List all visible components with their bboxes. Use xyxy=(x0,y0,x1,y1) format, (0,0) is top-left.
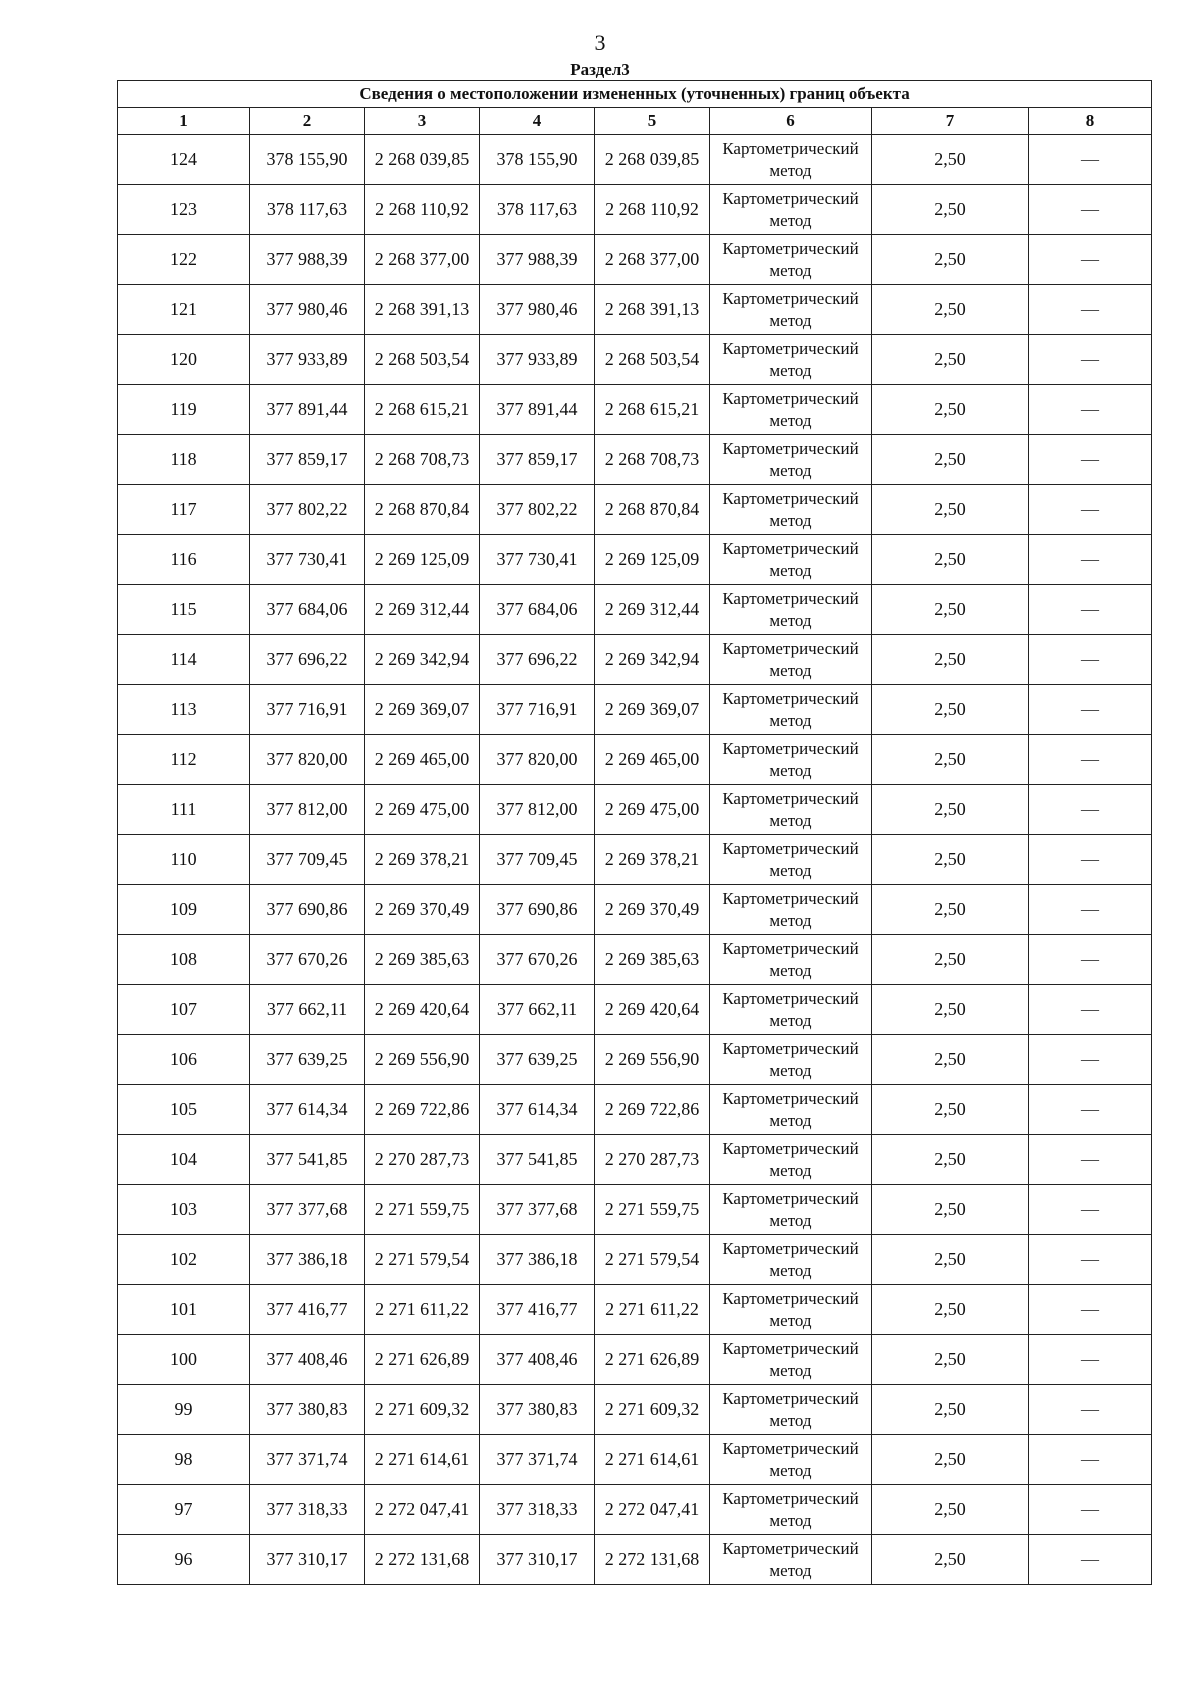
table-row xyxy=(118,1185,1152,1235)
note-cell: — xyxy=(1029,1135,1152,1185)
table-row xyxy=(118,1235,1152,1285)
point-number-cell: 121 xyxy=(118,285,250,335)
y-old-cell: 2 268 377,00 xyxy=(365,235,480,285)
x-new-cell: 377 416,77 xyxy=(480,1285,595,1335)
x-new-cell: 377 380,83 xyxy=(480,1385,595,1435)
point-number-cell: 122 xyxy=(118,235,250,285)
y-new-cell: 2 271 626,89 xyxy=(595,1335,710,1385)
point-number-cell: 97 xyxy=(118,1485,250,1535)
x-new-cell: 377 891,44 xyxy=(480,385,595,435)
y-old-cell: 2 268 503,54 xyxy=(365,335,480,385)
point-number-cell: 105 xyxy=(118,1085,250,1135)
table-row xyxy=(118,885,1152,935)
x-new-cell: 377 980,46 xyxy=(480,285,595,335)
table-row xyxy=(118,1385,1152,1435)
column-number-2: 2 xyxy=(250,108,365,135)
y-new-cell: 2 269 312,44 xyxy=(595,585,710,635)
accuracy-cell: 2,50 xyxy=(872,635,1029,685)
method-cell: Картометрический метод xyxy=(710,935,872,985)
point-number-cell: 118 xyxy=(118,435,250,485)
y-new-cell: 2 272 047,41 xyxy=(595,1485,710,1535)
method-cell: Картометрический метод xyxy=(710,685,872,735)
table-row xyxy=(118,835,1152,885)
note-cell: — xyxy=(1029,385,1152,435)
y-old-cell: 2 269 370,49 xyxy=(365,885,480,935)
y-new-cell: 2 268 039,85 xyxy=(595,135,710,185)
accuracy-cell: 2,50 xyxy=(872,835,1029,885)
x-new-cell: 377 859,17 xyxy=(480,435,595,485)
table-row xyxy=(118,285,1152,335)
method-cell: Картометрический метод xyxy=(710,1235,872,1285)
column-number-6: 6 xyxy=(710,108,872,135)
note-cell: — xyxy=(1029,1485,1152,1535)
y-new-cell: 2 271 579,54 xyxy=(595,1235,710,1285)
x-old-cell: 377 670,26 xyxy=(250,935,365,985)
note-cell: — xyxy=(1029,635,1152,685)
point-number-cell: 117 xyxy=(118,485,250,535)
point-number-cell: 98 xyxy=(118,1435,250,1485)
x-old-cell: 377 684,06 xyxy=(250,585,365,635)
accuracy-cell: 2,50 xyxy=(872,285,1029,335)
y-new-cell: 2 269 385,63 xyxy=(595,935,710,985)
note-cell: — xyxy=(1029,785,1152,835)
y-old-cell: 2 271 626,89 xyxy=(365,1335,480,1385)
table-row xyxy=(118,785,1152,835)
point-number-cell: 110 xyxy=(118,835,250,885)
table-row xyxy=(118,585,1152,635)
note-cell: — xyxy=(1029,535,1152,585)
method-cell: Картометрический метод xyxy=(710,385,872,435)
method-cell: Картометрический метод xyxy=(710,1035,872,1085)
y-new-cell: 2 269 378,21 xyxy=(595,835,710,885)
note-cell: — xyxy=(1029,435,1152,485)
y-old-cell: 2 268 039,85 xyxy=(365,135,480,185)
column-number-7: 7 xyxy=(872,108,1029,135)
point-number-cell: 106 xyxy=(118,1035,250,1085)
y-new-cell: 2 268 615,21 xyxy=(595,385,710,435)
column-number-4: 4 xyxy=(480,108,595,135)
accuracy-cell: 2,50 xyxy=(872,535,1029,585)
accuracy-cell: 2,50 xyxy=(872,1085,1029,1135)
y-old-cell: 2 269 556,90 xyxy=(365,1035,480,1085)
x-new-cell: 377 690,86 xyxy=(480,885,595,935)
note-cell: — xyxy=(1029,235,1152,285)
method-cell: Картометрический метод xyxy=(710,1135,872,1185)
x-new-cell: 378 117,63 xyxy=(480,185,595,235)
column-number-8: 8 xyxy=(1029,108,1152,135)
y-new-cell: 2 269 722,86 xyxy=(595,1085,710,1135)
table-row xyxy=(118,535,1152,585)
page-number: 3 xyxy=(594,30,606,55)
y-old-cell: 2 269 378,21 xyxy=(365,835,480,885)
y-new-cell: 2 269 556,90 xyxy=(595,1035,710,1085)
x-new-cell: 377 614,34 xyxy=(480,1085,595,1135)
x-new-cell: 377 310,17 xyxy=(480,1535,595,1585)
x-new-cell: 377 696,22 xyxy=(480,635,595,685)
note-cell: — xyxy=(1029,1285,1152,1335)
x-old-cell: 377 371,74 xyxy=(250,1435,365,1485)
table-row xyxy=(118,1485,1152,1535)
table-row xyxy=(118,1435,1152,1485)
y-new-cell: 2 268 110,92 xyxy=(595,185,710,235)
y-new-cell: 2 271 614,61 xyxy=(595,1435,710,1485)
note-cell: — xyxy=(1029,1385,1152,1435)
accuracy-cell: 2,50 xyxy=(872,1035,1029,1085)
x-new-cell: 377 684,06 xyxy=(480,585,595,635)
point-number-cell: 123 xyxy=(118,185,250,235)
table-row xyxy=(118,935,1152,985)
accuracy-cell: 2,50 xyxy=(872,1435,1029,1485)
x-new-cell: 377 670,26 xyxy=(480,935,595,985)
note-cell: — xyxy=(1029,1085,1152,1135)
x-old-cell: 377 980,46 xyxy=(250,285,365,335)
accuracy-cell: 2,50 xyxy=(872,1185,1029,1235)
accuracy-cell: 2,50 xyxy=(872,385,1029,435)
method-cell: Картометрический метод xyxy=(710,1085,872,1135)
accuracy-cell: 2,50 xyxy=(872,135,1029,185)
y-new-cell: 2 268 708,73 xyxy=(595,435,710,485)
x-new-cell: 378 155,90 xyxy=(480,135,595,185)
point-number-cell: 112 xyxy=(118,735,250,785)
y-old-cell: 2 269 312,44 xyxy=(365,585,480,635)
x-new-cell: 377 730,41 xyxy=(480,535,595,585)
x-old-cell: 377 380,83 xyxy=(250,1385,365,1435)
x-new-cell: 377 386,18 xyxy=(480,1235,595,1285)
accuracy-cell: 2,50 xyxy=(872,585,1029,635)
column-number-1: 1 xyxy=(118,108,250,135)
table-row xyxy=(118,1535,1152,1585)
x-old-cell: 377 891,44 xyxy=(250,385,365,435)
x-old-cell: 378 117,63 xyxy=(250,185,365,235)
y-old-cell: 2 269 420,64 xyxy=(365,985,480,1035)
point-number-cell: 108 xyxy=(118,935,250,985)
table-row xyxy=(118,735,1152,785)
x-old-cell: 377 416,77 xyxy=(250,1285,365,1335)
note-cell: — xyxy=(1029,485,1152,535)
boundary-coordinates-table xyxy=(117,80,1152,1585)
point-number-cell: 103 xyxy=(118,1185,250,1235)
x-new-cell: 377 541,85 xyxy=(480,1135,595,1185)
point-number-cell: 114 xyxy=(118,635,250,685)
y-new-cell: 2 269 420,64 xyxy=(595,985,710,1035)
x-old-cell: 378 155,90 xyxy=(250,135,365,185)
method-cell: Картометрический метод xyxy=(710,1485,872,1535)
point-number-cell: 120 xyxy=(118,335,250,385)
point-number-cell: 101 xyxy=(118,1285,250,1335)
method-cell: Картометрический метод xyxy=(710,585,872,635)
accuracy-cell: 2,50 xyxy=(872,1235,1029,1285)
x-old-cell: 377 690,86 xyxy=(250,885,365,935)
accuracy-cell: 2,50 xyxy=(872,485,1029,535)
table-row xyxy=(118,185,1152,235)
method-cell: Картометрический метод xyxy=(710,135,872,185)
note-cell: — xyxy=(1029,135,1152,185)
method-cell: Картометрический метод xyxy=(710,235,872,285)
table-row xyxy=(118,1035,1152,1085)
method-cell: Картометрический метод xyxy=(710,1435,872,1485)
accuracy-cell: 2,50 xyxy=(872,185,1029,235)
x-old-cell: 377 988,39 xyxy=(250,235,365,285)
table-row xyxy=(118,1135,1152,1185)
point-number-cell: 99 xyxy=(118,1385,250,1435)
method-cell: Картометрический метод xyxy=(710,785,872,835)
accuracy-cell: 2,50 xyxy=(872,1335,1029,1385)
y-new-cell: 2 271 611,22 xyxy=(595,1285,710,1335)
x-new-cell: 377 662,11 xyxy=(480,985,595,1035)
y-old-cell: 2 269 125,09 xyxy=(365,535,480,585)
x-old-cell: 377 696,22 xyxy=(250,635,365,685)
note-cell: — xyxy=(1029,1535,1152,1585)
note-cell: — xyxy=(1029,285,1152,335)
accuracy-cell: 2,50 xyxy=(872,1535,1029,1585)
table-row xyxy=(118,685,1152,735)
note-cell: — xyxy=(1029,735,1152,785)
method-cell: Картометрический метод xyxy=(710,335,872,385)
x-old-cell: 377 802,22 xyxy=(250,485,365,535)
y-new-cell: 2 269 369,07 xyxy=(595,685,710,735)
table-body xyxy=(118,135,1152,1585)
accuracy-cell: 2,50 xyxy=(872,1385,1029,1435)
accuracy-cell: 2,50 xyxy=(872,935,1029,985)
accuracy-cell: 2,50 xyxy=(872,685,1029,735)
y-old-cell: 2 269 475,00 xyxy=(365,785,480,835)
accuracy-cell: 2,50 xyxy=(872,335,1029,385)
note-cell: — xyxy=(1029,1335,1152,1385)
y-old-cell: 2 271 579,54 xyxy=(365,1235,480,1285)
x-new-cell: 377 933,89 xyxy=(480,335,595,385)
section-title: Раздел3 xyxy=(570,60,630,79)
table-row xyxy=(118,635,1152,685)
accuracy-cell: 2,50 xyxy=(872,985,1029,1035)
x-old-cell: 377 933,89 xyxy=(250,335,365,385)
table-row xyxy=(118,1285,1152,1335)
point-number-cell: 96 xyxy=(118,1535,250,1585)
x-old-cell: 377 310,17 xyxy=(250,1535,365,1585)
x-old-cell: 377 318,33 xyxy=(250,1485,365,1535)
table-row xyxy=(118,235,1152,285)
y-old-cell: 2 268 615,21 xyxy=(365,385,480,435)
table-row xyxy=(118,435,1152,485)
accuracy-cell: 2,50 xyxy=(872,1285,1029,1335)
point-number-cell: 116 xyxy=(118,535,250,585)
y-new-cell: 2 269 465,00 xyxy=(595,735,710,785)
column-number-3: 3 xyxy=(365,108,480,135)
table-row xyxy=(118,385,1152,435)
y-old-cell: 2 269 342,94 xyxy=(365,635,480,685)
y-old-cell: 2 271 559,75 xyxy=(365,1185,480,1235)
y-old-cell: 2 271 611,22 xyxy=(365,1285,480,1335)
x-new-cell: 377 802,22 xyxy=(480,485,595,535)
note-cell: — xyxy=(1029,1035,1152,1085)
y-old-cell: 2 269 465,00 xyxy=(365,735,480,785)
method-cell: Картометрический метод xyxy=(710,185,872,235)
y-new-cell: 2 268 503,54 xyxy=(595,335,710,385)
x-new-cell: 377 371,74 xyxy=(480,1435,595,1485)
table-row xyxy=(118,1085,1152,1135)
x-new-cell: 377 716,91 xyxy=(480,685,595,735)
table-row xyxy=(118,335,1152,385)
y-old-cell: 2 271 609,32 xyxy=(365,1385,480,1435)
note-cell: — xyxy=(1029,1185,1152,1235)
x-new-cell: 377 639,25 xyxy=(480,1035,595,1085)
note-cell: — xyxy=(1029,1235,1152,1285)
x-old-cell: 377 541,85 xyxy=(250,1135,365,1185)
y-new-cell: 2 269 125,09 xyxy=(595,535,710,585)
x-old-cell: 377 716,91 xyxy=(250,685,365,735)
table-row xyxy=(118,485,1152,535)
x-old-cell: 377 386,18 xyxy=(250,1235,365,1285)
table-row xyxy=(118,985,1152,1035)
x-new-cell: 377 408,46 xyxy=(480,1335,595,1385)
point-number-cell: 102 xyxy=(118,1235,250,1285)
y-new-cell: 2 269 342,94 xyxy=(595,635,710,685)
point-number-cell: 119 xyxy=(118,385,250,435)
x-old-cell: 377 730,41 xyxy=(250,535,365,585)
y-old-cell: 2 268 110,92 xyxy=(365,185,480,235)
table-row xyxy=(118,135,1152,185)
x-old-cell: 377 639,25 xyxy=(250,1035,365,1085)
table-row xyxy=(118,1335,1152,1385)
note-cell: — xyxy=(1029,335,1152,385)
y-new-cell: 2 268 391,13 xyxy=(595,285,710,335)
x-new-cell: 377 377,68 xyxy=(480,1185,595,1235)
accuracy-cell: 2,50 xyxy=(872,785,1029,835)
x-old-cell: 377 812,00 xyxy=(250,785,365,835)
y-new-cell: 2 270 287,73 xyxy=(595,1135,710,1185)
point-number-cell: 104 xyxy=(118,1135,250,1185)
note-cell: — xyxy=(1029,685,1152,735)
accuracy-cell: 2,50 xyxy=(872,235,1029,285)
y-old-cell: 2 272 047,41 xyxy=(365,1485,480,1535)
method-cell: Картометрический метод xyxy=(710,285,872,335)
x-new-cell: 377 709,45 xyxy=(480,835,595,885)
y-old-cell: 2 270 287,73 xyxy=(365,1135,480,1185)
point-number-cell: 100 xyxy=(118,1335,250,1385)
method-cell: Картометрический метод xyxy=(710,835,872,885)
y-new-cell: 2 268 377,00 xyxy=(595,235,710,285)
y-old-cell: 2 269 385,63 xyxy=(365,935,480,985)
y-old-cell: 2 272 131,68 xyxy=(365,1535,480,1585)
method-cell: Картометрический метод xyxy=(710,635,872,685)
x-new-cell: 377 820,00 xyxy=(480,735,595,785)
x-old-cell: 377 859,17 xyxy=(250,435,365,485)
note-cell: — xyxy=(1029,835,1152,885)
method-cell: Картометрический метод xyxy=(710,435,872,485)
column-number-5: 5 xyxy=(595,108,710,135)
y-old-cell: 2 268 870,84 xyxy=(365,485,480,535)
point-number-cell: 107 xyxy=(118,985,250,1035)
method-cell: Картометрический метод xyxy=(710,735,872,785)
table-caption: Сведения о местоположении измененных (уточненных) границ объекта xyxy=(118,81,1152,108)
accuracy-cell: 2,50 xyxy=(872,1135,1029,1185)
y-new-cell: 2 269 475,00 xyxy=(595,785,710,835)
y-old-cell: 2 269 369,07 xyxy=(365,685,480,735)
y-new-cell: 2 269 370,49 xyxy=(595,885,710,935)
y-old-cell: 2 268 708,73 xyxy=(365,435,480,485)
method-cell: Картометрический метод xyxy=(710,1285,872,1335)
point-number-cell: 124 xyxy=(118,135,250,185)
x-old-cell: 377 408,46 xyxy=(250,1335,365,1385)
point-number-cell: 109 xyxy=(118,885,250,935)
accuracy-cell: 2,50 xyxy=(872,885,1029,935)
note-cell: — xyxy=(1029,935,1152,985)
accuracy-cell: 2,50 xyxy=(872,435,1029,485)
note-cell: — xyxy=(1029,885,1152,935)
method-cell: Картометрический метод xyxy=(710,885,872,935)
x-new-cell: 377 812,00 xyxy=(480,785,595,835)
x-old-cell: 377 662,11 xyxy=(250,985,365,1035)
method-cell: Картометрический метод xyxy=(710,1335,872,1385)
method-cell: Картометрический метод xyxy=(710,485,872,535)
method-cell: Картометрический метод xyxy=(710,985,872,1035)
method-cell: Картометрический метод xyxy=(710,535,872,585)
y-new-cell: 2 271 609,32 xyxy=(595,1385,710,1435)
note-cell: — xyxy=(1029,585,1152,635)
point-number-cell: 111 xyxy=(118,785,250,835)
y-new-cell: 2 268 870,84 xyxy=(595,485,710,535)
x-old-cell: 377 709,45 xyxy=(250,835,365,885)
x-old-cell: 377 377,68 xyxy=(250,1185,365,1235)
x-old-cell: 377 614,34 xyxy=(250,1085,365,1135)
y-new-cell: 2 271 559,75 xyxy=(595,1185,710,1235)
x-new-cell: 377 988,39 xyxy=(480,235,595,285)
point-number-cell: 115 xyxy=(118,585,250,635)
method-cell: Картометрический метод xyxy=(710,1535,872,1585)
y-old-cell: 2 268 391,13 xyxy=(365,285,480,335)
note-cell: — xyxy=(1029,185,1152,235)
x-new-cell: 377 318,33 xyxy=(480,1485,595,1535)
accuracy-cell: 2,50 xyxy=(872,1485,1029,1535)
column-number-row xyxy=(118,108,1152,135)
method-cell: Картометрический метод xyxy=(710,1185,872,1235)
note-cell: — xyxy=(1029,985,1152,1035)
point-number-cell: 113 xyxy=(118,685,250,735)
method-cell: Картометрический метод xyxy=(710,1385,872,1435)
accuracy-cell: 2,50 xyxy=(872,735,1029,785)
y-old-cell: 2 269 722,86 xyxy=(365,1085,480,1135)
y-old-cell: 2 271 614,61 xyxy=(365,1435,480,1485)
y-new-cell: 2 272 131,68 xyxy=(595,1535,710,1585)
x-old-cell: 377 820,00 xyxy=(250,735,365,785)
note-cell: — xyxy=(1029,1435,1152,1485)
